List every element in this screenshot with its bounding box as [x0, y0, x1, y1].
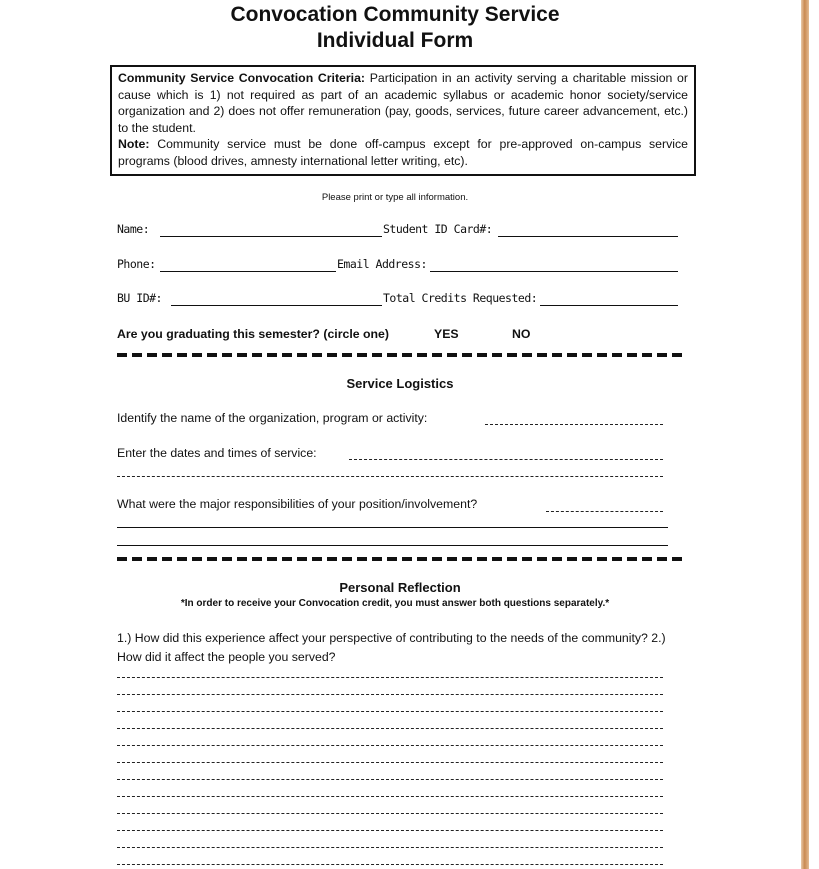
email-label: Email Address: [337, 257, 427, 271]
reflection-answer-line[interactable] [117, 694, 663, 695]
name-field[interactable] [160, 236, 382, 237]
yes-option[interactable]: YES [434, 327, 459, 341]
criteria-heading: Community Service Convocation Criteria: [118, 71, 366, 85]
reflection-answer-line[interactable] [117, 677, 663, 678]
graduating-question: Are you graduating this semester? (circle one) [117, 327, 389, 341]
reflection-answer-line[interactable] [117, 728, 663, 729]
section-divider [117, 353, 683, 357]
name-label: Name: [117, 222, 150, 236]
criteria-note-body: Community service must be done off-campus except for pre-approved on-campus service programs (blood drives, amnesty international letter writing, etc). [118, 137, 688, 168]
logistics-heading: Service Logistics [346, 376, 454, 391]
phone-field[interactable] [160, 271, 336, 272]
organization-field[interactable] [485, 424, 663, 425]
credits-label: Total Credits Requested: [383, 291, 538, 305]
reflection-note: *In order to receive your Convocation credit, you must answer both questions separately.* [180, 598, 610, 609]
reflection-answer-line[interactable] [117, 830, 663, 831]
reflection-answer-line[interactable] [117, 762, 663, 763]
reflection-answer-line[interactable] [117, 847, 663, 848]
reflection-heading: Personal Reflection [339, 580, 461, 595]
reflection-answer-line[interactable] [117, 745, 663, 746]
form-title: Convocation Community Service [230, 3, 560, 26]
organization-question: Identify the name of the organization, program or activity: [117, 411, 428, 425]
dates-field-line-2[interactable] [117, 476, 663, 477]
reflection-answer-line[interactable] [117, 796, 663, 797]
reflection-answer-line[interactable] [117, 864, 663, 865]
responsibilities-field-line-2[interactable] [117, 527, 668, 528]
bu-id-field[interactable] [171, 305, 382, 306]
responsibilities-question: What were the major responsibilities of your position/involvement? [117, 497, 478, 511]
credits-field[interactable] [540, 305, 678, 306]
student-id-field[interactable] [498, 236, 678, 237]
dates-field[interactable] [349, 459, 663, 460]
student-id-label: Student ID Card#: [383, 222, 493, 236]
criteria-box [110, 65, 696, 176]
reflection-answer-line[interactable] [117, 779, 663, 780]
phone-label: Phone: [117, 257, 156, 271]
form-subtitle: Individual Form [316, 29, 474, 52]
instructions: Please print or type all information. [321, 192, 469, 203]
dates-question: Enter the dates and times of service: [117, 446, 317, 460]
responsibilities-field[interactable] [546, 511, 663, 512]
criteria-note-label: Note: [118, 137, 150, 151]
reflection-answer-line[interactable] [117, 813, 663, 814]
criteria-body: Participation in an activity serving a charitable mission or cause which is 1) not required as part of an academic syllabus or academic honor society/service organization and 2) does not offer remuneration (pay, goods, services, future career advancement, etc.) to the student. [118, 71, 688, 135]
page-edge [801, 0, 809, 869]
section-divider [117, 557, 683, 561]
email-field[interactable] [430, 271, 678, 272]
responsibilities-field-line-3[interactable] [117, 545, 668, 546]
reflection-answer-line[interactable] [117, 711, 663, 712]
reflection-question: 1.) How did this experience affect your perspective of contributing to the needs of the community? 2.) How did it affect the people you served? [117, 631, 666, 664]
no-option[interactable]: NO [512, 327, 531, 341]
bu-id-label: BU ID#: [117, 291, 162, 305]
